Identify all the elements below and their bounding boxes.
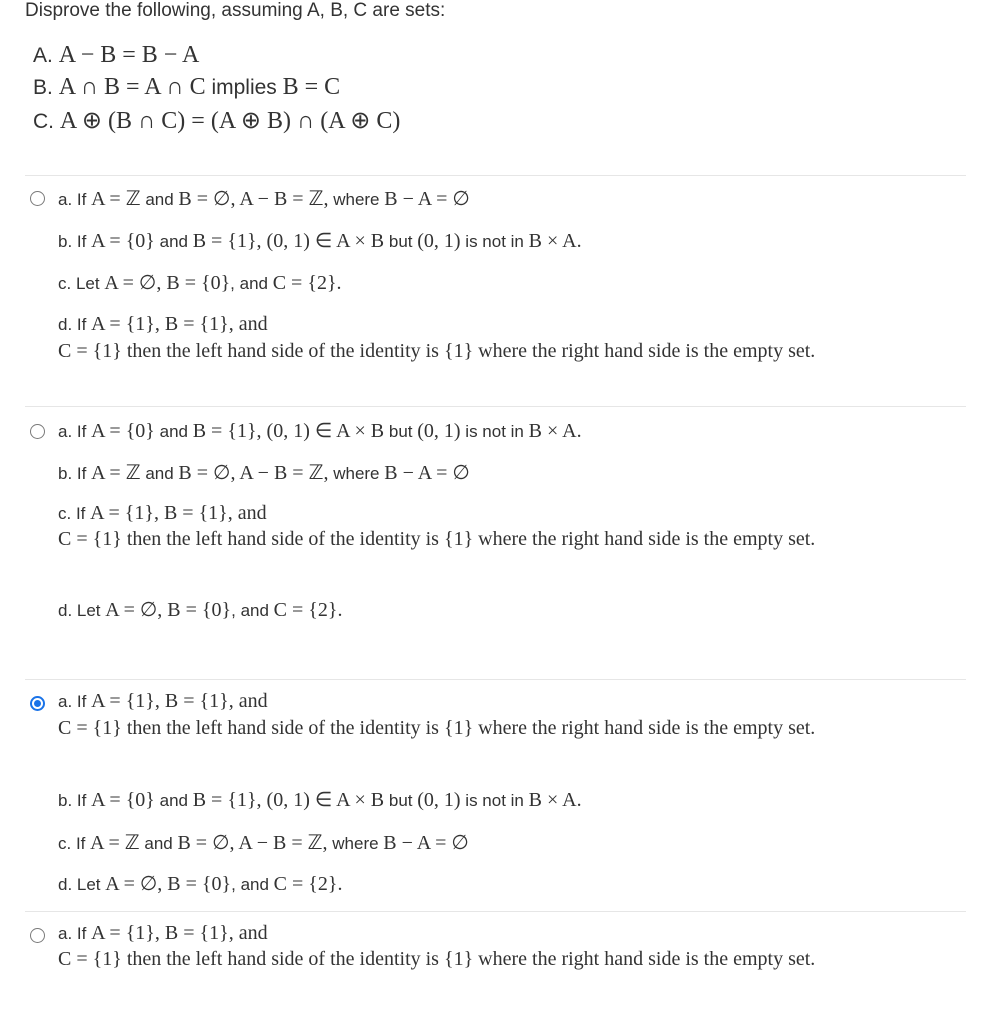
- statement-c: [33, 106, 400, 135]
- divider: [25, 175, 966, 176]
- option-1-item-c: c. Let A = ∅, B = {0}, and C = {2}.: [58, 272, 342, 294]
- statement-label: C.: [33, 110, 54, 133]
- option-3-radio-selected[interactable]: [30, 696, 45, 711]
- statement-a: [33, 42, 199, 69]
- option-4-item-a-line2: C = {1} then the left hand side of the identity is {1} where the right hand side is the empty set.: [58, 948, 816, 970]
- statement-label: B.: [33, 76, 53, 99]
- statement-math: B = C: [282, 74, 341, 100]
- option-2-item-d: d. Let A = ∅, B = {0}, and C = {2}.: [58, 599, 343, 621]
- question-prompt: Disprove the following, assuming A, B, C are sets:: [25, 0, 446, 21]
- statement-b: [33, 74, 340, 101]
- option-2-item-a: a. If A = {0} and B = {1}, (0, 1) ∈ A × B but (0, 1) is not in B × A.: [58, 420, 582, 442]
- statement-label: A.: [33, 44, 53, 67]
- option-2-item-c-line2: C = {1} then the left hand side of the identity is {1} where the right hand side is the empty set.: [58, 528, 816, 550]
- option-4-radio[interactable]: [30, 928, 45, 943]
- option-3-item-b: b. If A = {0} and B = {1}, (0, 1) ∈ A × B but (0, 1) is not in B × A.: [58, 789, 582, 811]
- divider: [25, 406, 966, 407]
- option-4-item-a: a. If A = {1}, B = {1}, and: [58, 922, 268, 944]
- option-1-item-b: b. If A = {0} and B = {1}, (0, 1) ∈ A × B but (0, 1) is not in B × A.: [58, 230, 582, 252]
- divider: [25, 679, 966, 680]
- statement-math: A ∩ B = A ∩ C: [58, 74, 206, 100]
- option-3-item-c: c. If A = ℤ and B = ∅, A − B = ℤ, where B − A = ∅: [58, 832, 469, 854]
- statement-math: A ⊕ (B ∩ C) = (A ⊕ B) ∩ (A ⊕ C): [59, 108, 401, 134]
- divider: [25, 911, 966, 912]
- option-1-radio[interactable]: [30, 191, 45, 206]
- option-2-radio[interactable]: [30, 424, 45, 439]
- option-1-item-a: a. If A = ℤ and B = ∅, A − B = ℤ, where B − A = ∅: [58, 188, 470, 210]
- statement-text: implies: [211, 76, 277, 99]
- option-3-item-a-line2: C = {1} then the left hand side of the identity is {1} where the right hand side is the empty set.: [58, 717, 816, 739]
- option-2-item-b: b. If A = ℤ and B = ∅, A − B = ℤ, where B − A = ∅: [58, 462, 470, 484]
- statement-math: A − B = B − A: [58, 42, 200, 68]
- option-1-item-d: d. If A = {1}, B = {1}, and: [58, 313, 268, 335]
- option-1-item-d-line2: C = {1} then the left hand side of the identity is {1} where the right hand side is the empty set.: [58, 340, 816, 362]
- option-3-item-d: d. Let A = ∅, B = {0}, and C = {2}.: [58, 873, 343, 895]
- option-3-item-a: a. If A = {1}, B = {1}, and: [58, 690, 268, 712]
- option-2-item-c: c. If A = {1}, B = {1}, and: [58, 502, 267, 524]
